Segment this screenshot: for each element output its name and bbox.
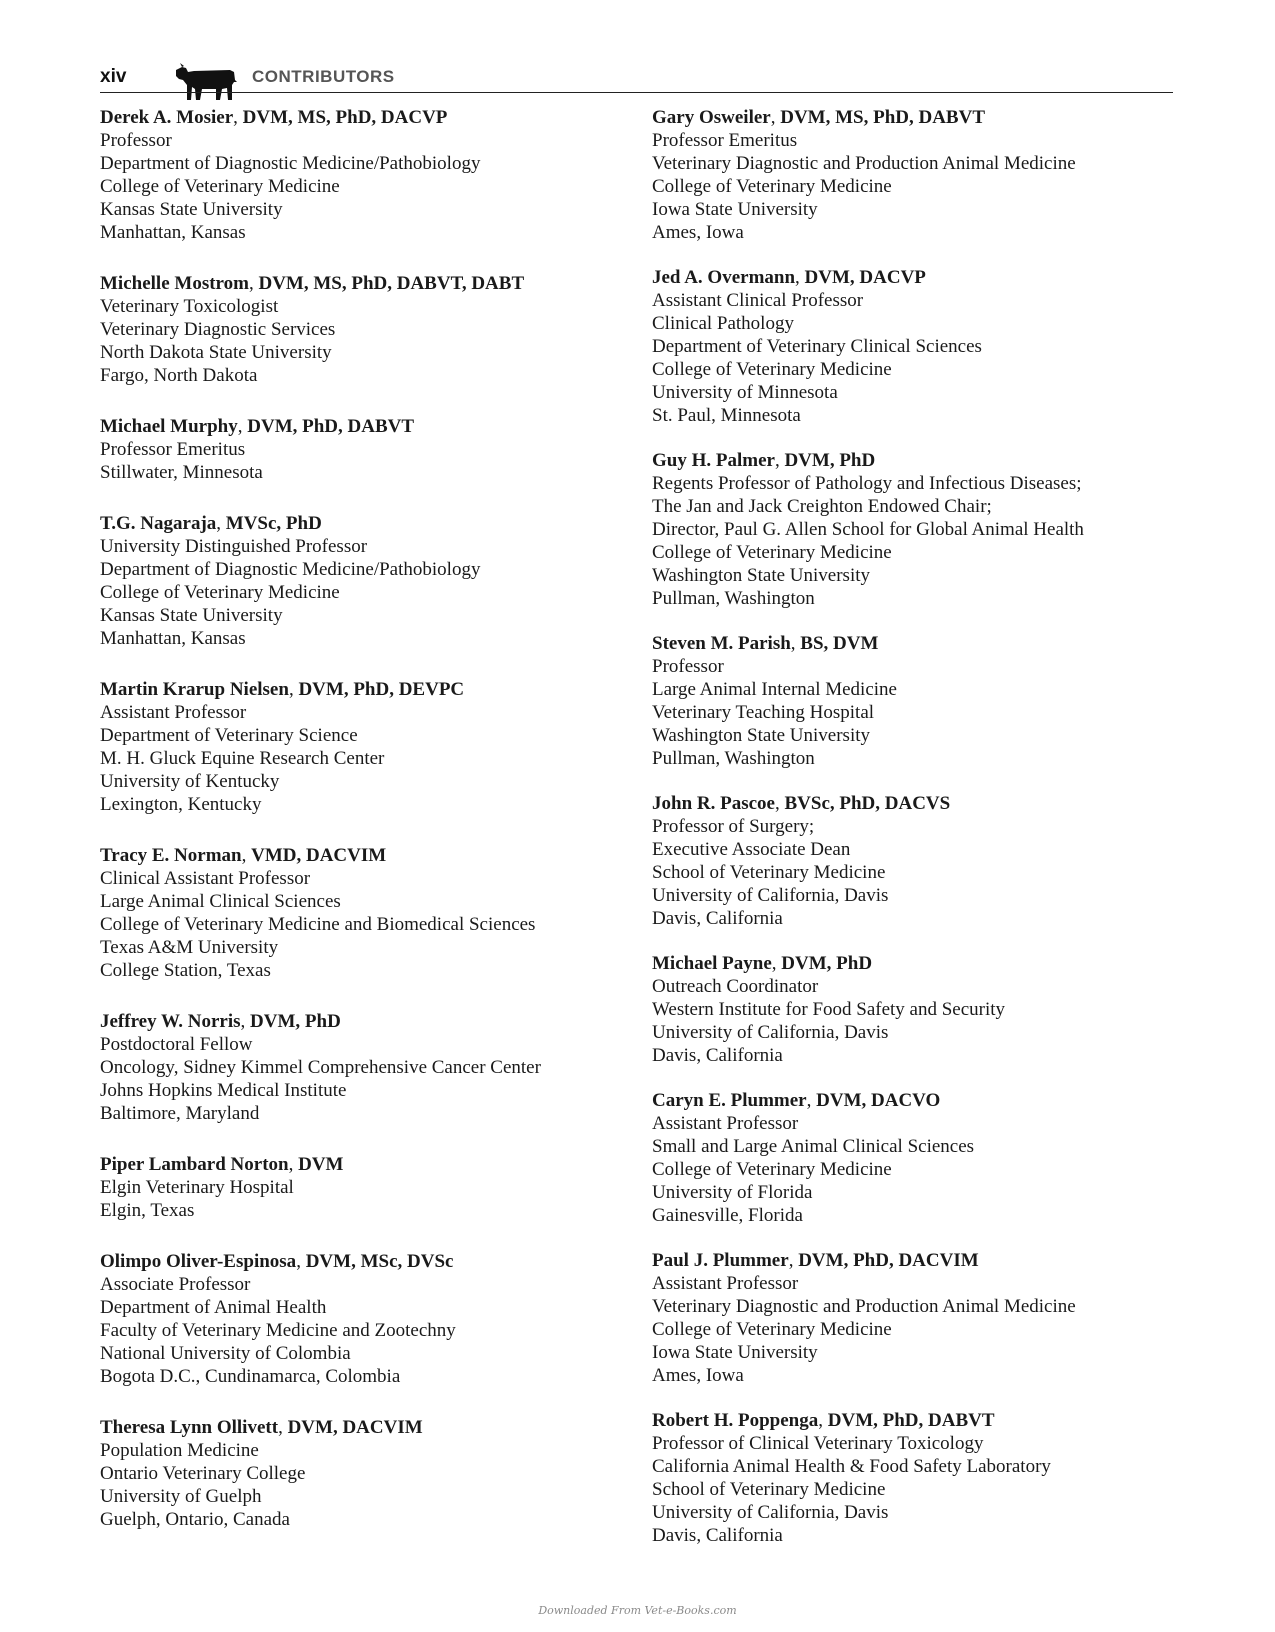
affiliation-line: University of California, Davis	[652, 885, 889, 906]
contributor-entry	[652, 952, 1192, 1067]
affiliation-line: School of Veterinary Medicine	[652, 862, 886, 883]
name-separator: ,	[790, 633, 801, 654]
affiliation-line: Department of Veterinary Science	[100, 725, 358, 746]
name-separator: ,	[288, 679, 299, 700]
affiliation-line: Davis, California	[652, 1045, 783, 1066]
affiliation-line: Veterinary Diagnostic and Production Animal Medicine	[652, 1296, 1076, 1317]
affiliation-line: Pullman, Washington	[652, 588, 815, 609]
contributor-entry	[652, 1409, 1192, 1547]
affiliation-line: University of Kentucky	[100, 771, 280, 792]
affiliation-line: College of Veterinary Medicine	[100, 582, 340, 603]
affiliation-line: Lexington, Kentucky	[100, 794, 262, 815]
affiliation-line: University of California, Davis	[652, 1502, 889, 1523]
contributor-credentials: DVM, PhD, DABVT	[827, 1410, 995, 1431]
contributor-entry	[652, 1089, 1192, 1227]
affiliation-line: Veterinary Teaching Hospital	[652, 702, 875, 723]
contributor-entry	[100, 1416, 640, 1531]
contributor-name: Michelle Mostrom	[100, 273, 249, 294]
name-separator: ,	[788, 1250, 799, 1271]
contributor-credentials: MVSc, PhD	[225, 513, 322, 534]
name-separator: ,	[237, 416, 248, 437]
contributor-heading	[100, 272, 640, 295]
contributor-credentials: DVM, DACVP	[804, 267, 926, 288]
page-header	[100, 58, 1173, 92]
affiliation-line: M. H. Gluck Equine Research Center	[100, 748, 385, 769]
affiliation-line: Johns Hopkins Medical Institute	[100, 1080, 347, 1101]
contributor-heading	[100, 1010, 640, 1033]
affiliation-line: University of California, Davis	[652, 1022, 889, 1043]
contributor-credentials: DVM, MS, PhD, DABVT, DABT	[258, 273, 525, 294]
contributor-heading	[100, 106, 640, 129]
contributor-name: Theresa Lynn Ollivett	[100, 1417, 279, 1438]
name-separator: ,	[818, 1410, 828, 1431]
contributor-heading	[100, 1416, 640, 1439]
affiliation-line: Assistant Professor	[652, 1273, 799, 1294]
affiliation-line: Ames, Iowa	[652, 222, 744, 243]
contributor-entry	[100, 106, 640, 244]
contributor-credentials: DVM, PhD, DACVIM	[798, 1250, 979, 1271]
contributor-credentials: DVM, MSc, DVSc	[305, 1251, 454, 1272]
contributor-entry	[652, 449, 1192, 610]
affiliation-line: Veterinary Toxicologist	[100, 296, 279, 317]
affiliation-line: Assistant Clinical Professor	[652, 290, 864, 311]
affiliation-line: Baltimore, Maryland	[100, 1103, 260, 1124]
contributor-credentials: DVM	[298, 1154, 344, 1175]
contributor-name: John R. Pascoe	[652, 793, 775, 814]
affiliation-line: Davis, California	[652, 1525, 783, 1546]
affiliation-line: Large Animal Internal Medicine	[652, 679, 897, 700]
affiliation-line: Bogota D.C., Cundinamarca, Colombia	[100, 1366, 401, 1387]
contributor-credentials: BVSc, PhD, DACVS	[784, 793, 951, 814]
contributor-name: Paul J. Plummer	[652, 1250, 789, 1271]
left-column	[100, 106, 640, 1531]
contributor-name: Jeffrey W. Norris	[100, 1011, 241, 1032]
affiliation-line: University of Minnesota	[652, 382, 838, 403]
affiliation-line: Professor	[100, 130, 172, 151]
affiliation-line: College of Veterinary Medicine	[100, 176, 340, 197]
affiliation-line: Manhattan, Kansas	[100, 222, 246, 243]
contributor-entry	[100, 272, 640, 387]
affiliation-line: Professor of Clinical Veterinary Toxicology	[652, 1433, 984, 1454]
contributor-credentials: VMD, DACVIM	[251, 845, 387, 866]
contributor-heading	[652, 1409, 1192, 1432]
contributor-entry	[100, 1010, 640, 1125]
affiliation-line: The Jan and Jack Creighton Endowed Chair;	[652, 496, 992, 517]
affiliation-line: St. Paul, Minnesota	[652, 405, 801, 426]
affiliation-line: Iowa State University	[652, 1342, 818, 1363]
affiliation-line: Assistant Professor	[652, 1113, 799, 1134]
affiliation-line: College of Veterinary Medicine	[652, 1159, 892, 1180]
affiliation-line: Gainesville, Florida	[652, 1205, 803, 1226]
contributor-heading	[652, 266, 1192, 289]
affiliation-line: Elgin, Texas	[100, 1200, 195, 1221]
affiliation-line: Outreach Coordinator	[652, 976, 819, 997]
footer-watermark: Downloaded From Vet-e-Books.com	[538, 1604, 737, 1617]
contributor-heading	[652, 952, 1192, 975]
affiliation-line: College of Veterinary Medicine	[652, 176, 892, 197]
affiliation-line: Professor Emeritus	[652, 130, 798, 151]
affiliation-line: College of Veterinary Medicine	[652, 542, 892, 563]
affiliation-line: Professor	[652, 656, 724, 677]
affiliation-line: Clinical Assistant Professor	[100, 868, 311, 889]
affiliation-line: Kansas State University	[100, 605, 283, 626]
contributor-credentials: DVM, PhD, DABVT	[247, 416, 415, 437]
contributor-credentials: BS, DVM	[800, 633, 879, 654]
contributor-credentials: DVM, PhD, DEVPC	[298, 679, 465, 700]
contributor-name: Michael Murphy	[100, 416, 238, 437]
affiliation-line: Washington State University	[652, 725, 870, 746]
contributor-entry	[100, 1153, 640, 1222]
affiliation-line: Faculty of Veterinary Medicine and Zootechny	[100, 1320, 456, 1341]
name-separator: ,	[288, 1154, 299, 1175]
name-separator: ,	[296, 1251, 306, 1272]
name-separator: ,	[770, 107, 781, 128]
contributor-heading	[100, 678, 640, 701]
right-column	[652, 106, 1192, 1547]
affiliation-line: Oncology, Sidney Kimmel Comprehensive Cancer Center	[100, 1057, 541, 1078]
name-separator: ,	[771, 953, 782, 974]
affiliation-line: University of Florida	[652, 1182, 813, 1203]
affiliation-line: North Dakota State University	[100, 342, 332, 363]
contributor-name: Guy H. Palmer	[652, 450, 775, 471]
affiliation-line: Iowa State University	[652, 199, 818, 220]
contributor-name: Tracy E. Norman	[100, 845, 242, 866]
affiliation-line: Pullman, Washington	[652, 748, 815, 769]
contributor-entry	[652, 632, 1192, 770]
name-separator: ,	[806, 1090, 817, 1111]
contributor-name: Gary Osweiler	[652, 107, 771, 128]
header-title: CONTRIBUTORS	[252, 67, 395, 86]
affiliation-line: Stillwater, Minnesota	[100, 462, 263, 483]
name-separator: ,	[241, 845, 252, 866]
contributor-credentials: DVM, PhD	[781, 953, 873, 974]
name-separator: ,	[795, 267, 805, 288]
contributor-name: Steven M. Parish	[652, 633, 791, 654]
contributor-name: Derek A. Mosier	[100, 107, 234, 128]
contributor-entry	[100, 844, 640, 982]
contributor-name: Martin Krarup Nielsen	[100, 679, 289, 700]
contributor-heading	[652, 792, 1192, 815]
affiliation-line: College of Veterinary Medicine	[652, 359, 892, 380]
contributor-credentials: DVM, DACVIM	[287, 1417, 423, 1438]
affiliation-line: Clinical Pathology	[652, 313, 794, 334]
contributor-name: Piper Lambard Norton	[100, 1154, 289, 1175]
affiliation-line: Small and Large Animal Clinical Sciences	[652, 1136, 975, 1157]
name-separator: ,	[774, 450, 785, 471]
contributor-heading	[100, 1250, 640, 1273]
affiliation-line: Associate Professor	[100, 1274, 251, 1295]
affiliation-line: Department of Diagnostic Medicine/Pathobiology	[100, 559, 481, 580]
affiliation-line: Kansas State University	[100, 199, 283, 220]
affiliation-line: Professor of Surgery;	[652, 816, 815, 837]
affiliation-line: Assistant Professor	[100, 702, 247, 723]
name-separator: ,	[774, 793, 785, 814]
contributor-name: Olimpo Oliver-Espinosa	[100, 1251, 297, 1272]
contributor-heading	[100, 415, 640, 438]
affiliation-line: Department of Animal Health	[100, 1297, 327, 1318]
contributor-entry	[100, 1250, 640, 1388]
contributor-credentials: DVM, DACVO	[816, 1090, 941, 1111]
affiliation-line: Department of Diagnostic Medicine/Pathobiology	[100, 153, 481, 174]
affiliation-line: Ames, Iowa	[652, 1365, 744, 1386]
contributor-entry	[100, 512, 640, 650]
contributor-heading	[652, 632, 1192, 655]
name-separator: ,	[248, 273, 259, 294]
contributor-entry	[652, 106, 1192, 244]
affiliation-line: University Distinguished Professor	[100, 536, 368, 557]
contributor-heading	[652, 1249, 1192, 1272]
affiliation-line: Professor Emeritus	[100, 439, 246, 460]
affiliation-line: Elgin Veterinary Hospital	[100, 1177, 294, 1198]
contributor-name: Caryn E. Plummer	[652, 1090, 807, 1111]
contributor-name: T.G. Nagaraja	[100, 513, 217, 534]
contributor-entry	[100, 678, 640, 816]
contributor-heading	[652, 449, 1192, 472]
affiliation-line: Ontario Veterinary College	[100, 1463, 306, 1484]
page-number: xiv	[100, 66, 127, 87]
contributor-entry	[100, 415, 640, 484]
header-rule	[100, 92, 1173, 93]
affiliation-line: Western Institute for Food Safety and Security	[652, 999, 1006, 1020]
affiliation-line: Guelph, Ontario, Canada	[100, 1509, 290, 1530]
affiliation-line: Texas A&M University	[100, 937, 279, 958]
affiliation-line: Veterinary Diagnostic and Production Animal Medicine	[652, 153, 1076, 174]
contributor-credentials: DVM, MS, PhD, DABVT	[780, 107, 985, 128]
contributor-credentials: DVM, PhD	[250, 1011, 341, 1032]
affiliation-line: Director, Paul G. Allen School for Global Animal Health	[652, 519, 1084, 540]
contributor-entry	[652, 792, 1192, 930]
contributor-entry	[652, 266, 1192, 427]
cow-icon	[174, 58, 242, 102]
contributor-heading	[100, 512, 640, 535]
affiliation-line: College of Veterinary Medicine	[652, 1319, 892, 1340]
affiliation-line: School of Veterinary Medicine	[652, 1479, 886, 1500]
contributor-name: Jed A. Overmann	[652, 267, 796, 288]
affiliation-line: Fargo, North Dakota	[100, 365, 258, 386]
name-separator: ,	[278, 1417, 288, 1438]
contributor-entry	[652, 1249, 1192, 1387]
contributor-heading	[100, 1153, 640, 1176]
affiliation-line: Regents Professor of Pathology and Infectious Diseases;	[652, 473, 1082, 494]
name-separator: ,	[240, 1011, 251, 1032]
contributor-credentials: DVM, MS, PhD, DACVP	[242, 107, 448, 128]
contributor-name: Michael Payne	[652, 953, 772, 974]
affiliation-line: California Animal Health & Food Safety Laboratory	[652, 1456, 1051, 1477]
contributor-credentials: DVM, PhD	[784, 450, 876, 471]
affiliation-line: Large Animal Clinical Sciences	[100, 891, 341, 912]
name-separator: ,	[233, 107, 243, 128]
contributor-name: Robert H. Poppenga	[652, 1410, 819, 1431]
contributor-heading	[100, 844, 640, 867]
name-separator: ,	[216, 513, 226, 534]
affiliation-line: Manhattan, Kansas	[100, 628, 246, 649]
contributor-heading	[652, 1089, 1192, 1112]
contributor-heading	[652, 106, 1192, 129]
affiliation-line: Department of Veterinary Clinical Sciences	[652, 336, 982, 357]
affiliation-line: College Station, Texas	[100, 960, 271, 981]
affiliation-line: National University of Colombia	[100, 1343, 351, 1364]
affiliation-line: Veterinary Diagnostic Services	[100, 319, 336, 340]
affiliation-line: Population Medicine	[100, 1440, 259, 1461]
affiliation-line: Davis, California	[652, 908, 783, 929]
affiliation-line: Executive Associate Dean	[652, 839, 851, 860]
affiliation-line: University of Guelph	[100, 1486, 262, 1507]
affiliation-line: Washington State University	[652, 565, 870, 586]
affiliation-line: Postdoctoral Fellow	[100, 1034, 253, 1055]
affiliation-line: College of Veterinary Medicine and Biomedical Sciences	[100, 914, 536, 935]
